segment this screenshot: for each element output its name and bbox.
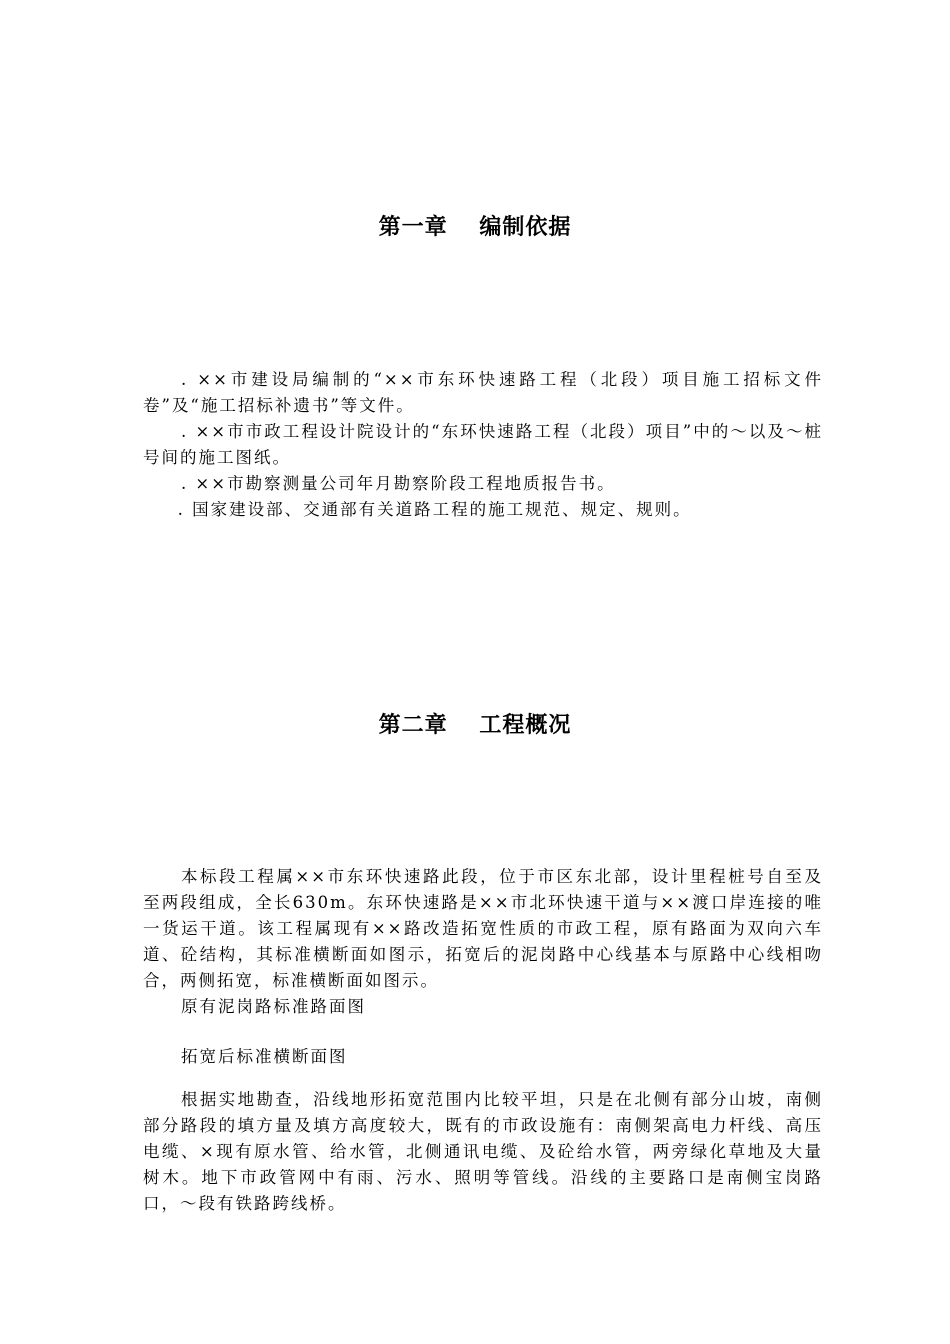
chapter-1-title: 第一章 编制依据 — [378, 215, 572, 240]
basis-item-2: . ××市市政工程设计院设计的“东环快速路工程（北段）项目”中的～以及～桩号间的施工图纸。 — [143, 422, 823, 467]
figure-caption-original-road: 原有泥岗路标准路面图 — [180, 997, 366, 1016]
chapter-2-overview — [143, 864, 823, 1070]
chapter-2-site-conditions — [143, 1087, 823, 1217]
overview-paragraph: 本标段工程属××市东环快速路此段，位于市区东北部，设计里程桩号自至及至两段组成，全长630m。东环快速路是××市北环快速干道与××渡口岸连接的唯一货运干道。该工程属现有××路改造拓宽性质的市政工程，原有路面为双向六车道、砼结构，其标准横断面如图示，拓宽后的泥岗路中心线基本与原路中心线相吻合，两侧拓宽，标准横断面如图示。 — [143, 867, 823, 990]
basis-item-4: . 国家建设部、交通部有关道路工程的施工规范、规定、规则。 — [177, 500, 692, 519]
basis-item-3: . ××市勘察测量公司年月勘察阶段工程地质报告书。 — [180, 474, 616, 493]
chapter-1-basis-list — [143, 367, 823, 523]
figure-caption-widened-section: 拓宽后标准横断面图 — [180, 1047, 348, 1066]
basis-item-1: . ××市建设局编制的“××市东环快速路工程（北段）项目施工招标文件卷”及“施工招标补遗书”等文件。 — [143, 370, 823, 415]
site-conditions-paragraph: 根据实地勘查，沿线地形拓宽范围内比较平坦，只是在北侧有部分山坡，南侧部分路段的填方量及填方高度较大，既有的市政设施有：南侧架高电力杆线、高压电缆、×现有原水管、给水管，北侧通讯电缆、及砼给水管，两旁绿化草地及大量树木。地下市政管网中有雨、污水、照明等管线。沿线的主要路口是南侧宝岗路口，～段有铁路跨线桥。 — [143, 1090, 823, 1213]
chapter-2-title: 第二章 工程概况 — [378, 713, 572, 738]
